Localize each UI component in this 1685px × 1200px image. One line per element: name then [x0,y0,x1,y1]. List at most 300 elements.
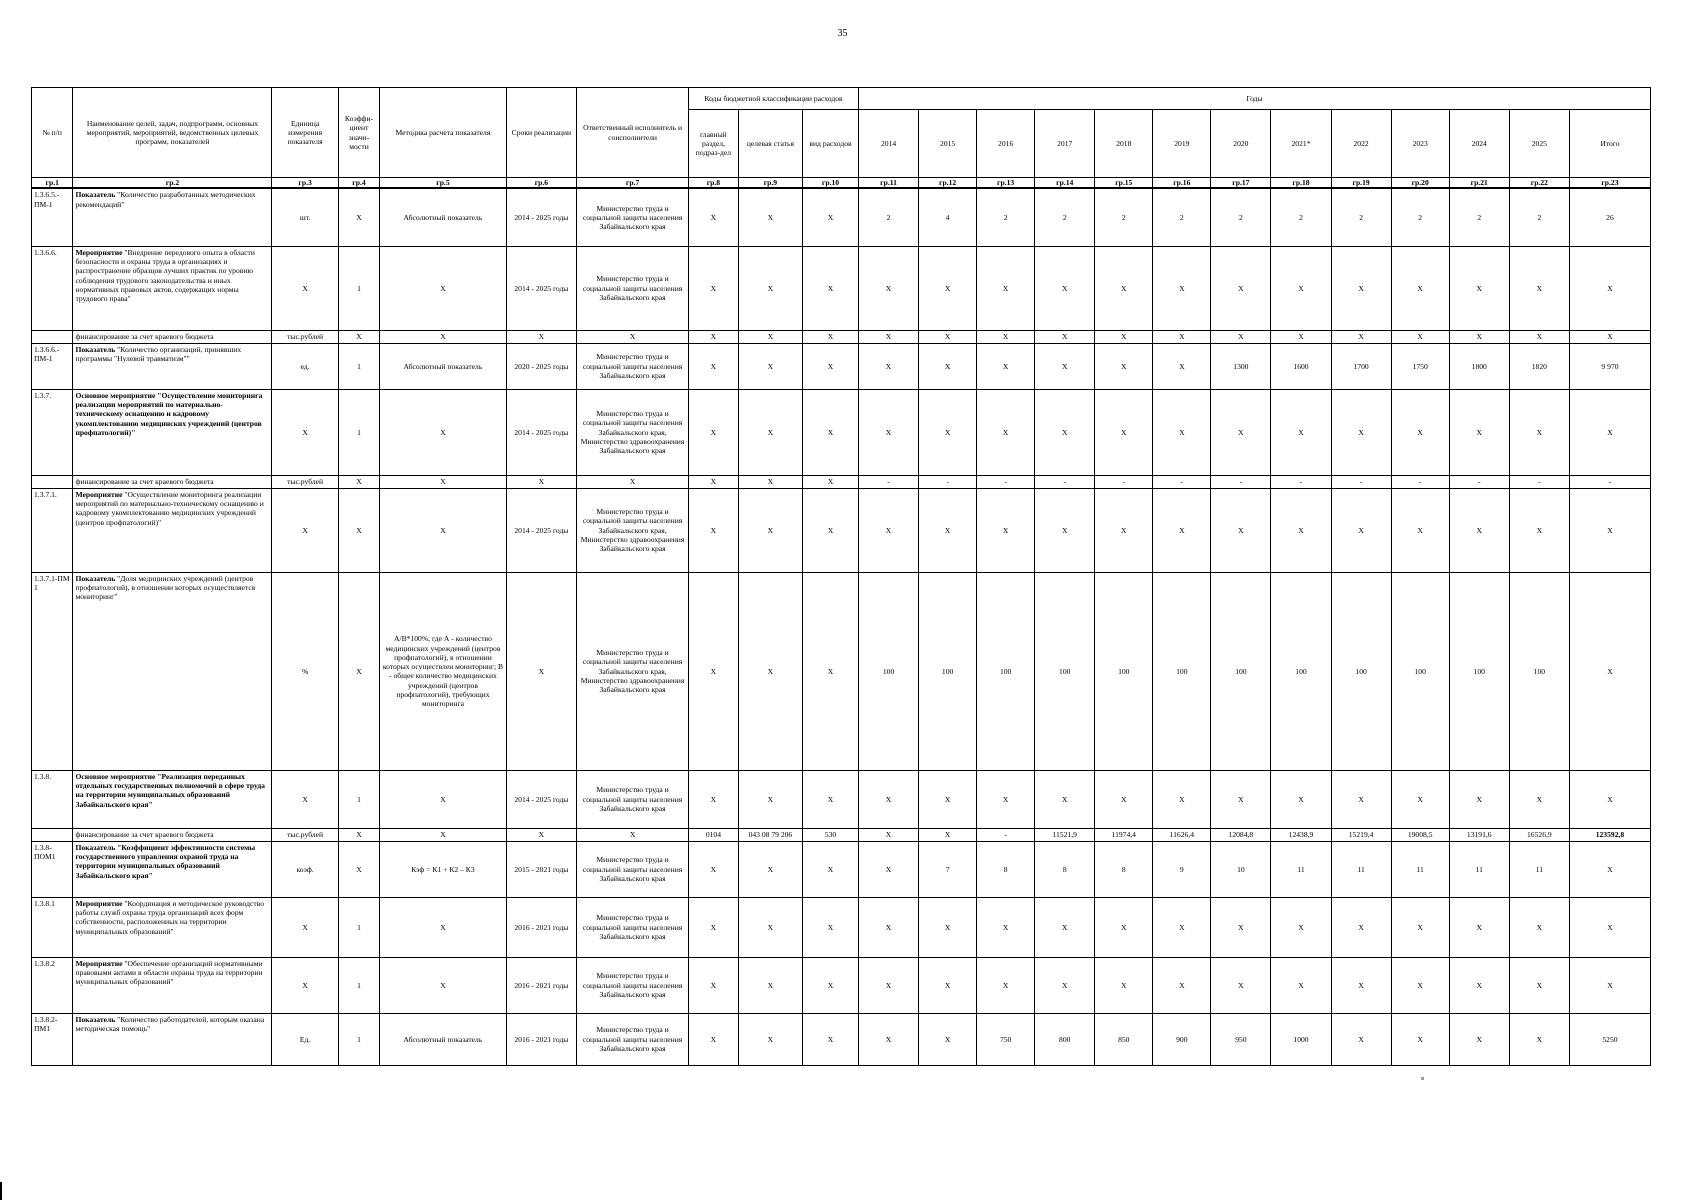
row-year-value: X [858,343,918,389]
header-budget-type: вид расходов [803,110,859,178]
column-number: гр.23 [1569,178,1650,189]
row-year-value: 11626,4 [1153,828,1211,841]
row-method: X [380,475,506,488]
header-year: 2014 [858,110,918,178]
row-name-text: финансирование за счет краевого бюджета [75,477,214,487]
row-name [73,389,272,475]
row-budget-code: X [689,488,739,572]
row-year-value: - [1095,475,1153,488]
row-budget-code: X [738,1013,802,1065]
column-number: гр.21 [1449,178,1509,189]
row-year-value: X [1211,389,1271,475]
row-unit: ед. [272,343,338,389]
row-year-value: X [1035,957,1095,1013]
row-year-value: X [1153,957,1211,1013]
column-number: гр.2 [73,178,272,189]
row-year-value: 800 [1035,1013,1095,1065]
row-year-value: X [977,897,1035,957]
row-budget-code: X [803,1013,859,1065]
row-year-value: 11 [1509,841,1569,897]
row-number: 1.3.7.1-ПМ 1 [32,572,73,770]
column-number: гр.19 [1331,178,1391,189]
row-method: X [380,957,506,1013]
row-year-value: X [1095,957,1153,1013]
row-total: - [1569,475,1650,488]
financing-row [32,475,1651,488]
row-unit: коэф. [272,841,338,897]
row-budget-code: X [738,488,802,572]
row-year-value: X [919,246,977,330]
row-method: X [380,770,506,828]
row-year-value: 4 [919,188,977,246]
row-year-value: X [1271,246,1331,330]
row-method: X [380,246,506,330]
row-year-value: X [1095,246,1153,330]
row-year-value: 1600 [1271,343,1331,389]
column-numbers-row [32,178,1651,189]
header-year: 2018 [1095,110,1153,178]
table-row [32,1013,1651,1065]
header-year: 2025 [1509,110,1569,178]
row-coef: X [338,572,379,770]
row-budget-code: X [738,389,802,475]
row-year-value: - [858,475,918,488]
header-num: № п/п [32,88,73,178]
table-row [32,572,1651,770]
row-year-value: 2 [1035,188,1095,246]
row-method: X [380,488,506,572]
row-year-value: X [1331,1013,1391,1065]
row-method: Кэф = К1 + К2 – К3 [380,841,506,897]
row-year-value: X [858,770,918,828]
row-year-value: X [1035,389,1095,475]
row-name-text: финансирование за счет краевого бюджета [75,332,214,342]
row-year-value: X [919,389,977,475]
row-year-value: X [1509,770,1569,828]
row-coef: 1 [338,897,379,957]
row-name [73,188,272,246]
row-budget-code: X [738,770,802,828]
row-unit: тыс.рублей [272,330,338,343]
row-year-value: X [1211,897,1271,957]
row-total: 26 [1569,188,1650,246]
row-year-value: X [1211,330,1271,343]
row-number: 1.3.6.6. [32,246,73,330]
row-year-value: X [1035,343,1095,389]
scan-edge-mark [0,1182,2,1200]
row-year-value: X [1391,330,1449,343]
row-budget-code: X [803,330,859,343]
table-row [32,389,1651,475]
row-year-value: X [1331,389,1391,475]
row-year-value: 11 [1331,841,1391,897]
row-year-value: X [1509,330,1569,343]
row-year-value: X [1271,488,1331,572]
row-year-value: - [1211,475,1271,488]
row-year-value: - [977,828,1035,841]
row-year-value: 2 [1153,188,1211,246]
row-total: 123592,8 [1569,828,1650,841]
row-name-text: "Осуществление мониторинга реализации мероприятий по материально-техническому оснащению и кадровому укомплектованию медицинских учреждений (центров профпатологий)" [75,489,264,527]
row-terms: X [506,475,576,488]
row-year-value: X [1153,897,1211,957]
row-budget-code: X [689,475,739,488]
row-budget-code: X [738,572,802,770]
row-budget-code: X [689,246,739,330]
row-year-value: X [977,330,1035,343]
row-year-value: X [1509,488,1569,572]
row-year-value: 2 [1095,188,1153,246]
row-year-value: 100 [1391,572,1449,770]
table-row [32,897,1651,957]
row-year-value: X [1271,770,1331,828]
column-number: гр.6 [506,178,576,189]
row-number: 1.3.6.5.-ПМ-1 [32,188,73,246]
header-budget-codes: Коды бюджетной классификации расходов [689,88,859,110]
row-method: X [380,330,506,343]
row-total: X [1569,572,1650,770]
row-number: 1.3.8.2 [32,957,73,1013]
column-number: гр.7 [577,178,689,189]
header-budget-section: главный раздел, подраз-дел [689,110,739,178]
header-responsible: Ответственный исполнитель и соисполнители [577,88,689,178]
header-year: 2016 [977,110,1035,178]
row-name-label: Показатель [75,344,116,354]
row-year-value: X [1035,330,1095,343]
table-row [32,841,1651,897]
row-name-text: "Количество разработанных методических рекомендаций" [75,190,256,209]
row-year-value: X [1331,246,1391,330]
row-budget-code: X [738,330,802,343]
row-name-text: финансирование за счет краевого бюджета [75,830,214,840]
row-year-value: 100 [977,572,1035,770]
row-name-text: "Реализация переданных отдельных государственных полномочий в сфере труда на территории муниципальных образований Забайкальского края" [75,771,265,809]
row-responsible: Министерство труда и социальной защиты населения Забайкальского края [577,841,689,897]
row-year-value: X [919,343,977,389]
row-name [73,1013,272,1065]
row-budget-code: X [689,188,739,246]
row-year-value: 8 [1095,841,1153,897]
row-year-value: X [1449,246,1509,330]
row-number: 1.3.6.6.-ПМ-1 [32,343,73,389]
row-terms: X [506,828,576,841]
row-responsible: Министерство труда и социальной защиты населения Забайкальского края, Министерство здравоохранения Забайкальского края [577,572,689,770]
row-year-value: X [977,246,1035,330]
row-budget-code: 043 08 79 206 [738,828,802,841]
row-year-value: X [1391,957,1449,1013]
row-number [32,475,73,488]
row-year-value: X [1509,246,1569,330]
row-total: X [1569,330,1650,343]
table-row [32,343,1651,389]
row-year-value: X [1449,1013,1509,1065]
row-name [73,897,272,957]
row-unit: X [272,488,338,572]
row-year-value: 100 [1095,572,1153,770]
row-year-value: 11 [1271,841,1331,897]
row-year-value: X [1449,330,1509,343]
row-number [32,330,73,343]
column-number: гр.4 [338,178,379,189]
column-number: гр.11 [858,178,918,189]
row-year-value: - [1391,475,1449,488]
row-terms: 2015 - 2021 годы [506,841,576,897]
row-year-value: X [1035,488,1095,572]
row-year-value: X [1095,343,1153,389]
row-budget-code: X [738,475,802,488]
row-year-value: 7 [919,841,977,897]
row-budget-code: X [803,475,859,488]
row-budget-code: X [738,957,802,1013]
row-responsible: Министерство труда и социальной защиты населения Забайкальского края [577,770,689,828]
row-coef: 1 [338,343,379,389]
row-year-value: X [977,770,1035,828]
table-row [32,770,1651,828]
row-year-value: X [919,957,977,1013]
row-terms: 2014 - 2025 годы [506,770,576,828]
header-year: 2021* [1271,110,1331,178]
row-terms: 2016 - 2021 годы [506,1013,576,1065]
row-year-value: 10 [1211,841,1271,897]
column-number: гр.1 [32,178,73,189]
row-total: X [1569,246,1650,330]
row-total: 5250 [1569,1013,1650,1065]
table-row [32,488,1651,572]
row-year-value: 1820 [1509,343,1569,389]
row-budget-code: X [689,841,739,897]
row-year-value: X [1153,488,1211,572]
row-year-value: - [1331,475,1391,488]
row-name [73,828,272,841]
row-year-value: X [1095,770,1153,828]
row-year-value: X [919,488,977,572]
header-years-group: Годы [858,88,1650,110]
row-year-value: X [1035,897,1095,957]
row-year-value: 100 [858,572,918,770]
row-coef: X [338,475,379,488]
row-responsible: Министерство труда и социальной защиты населения Забайкальского края [577,246,689,330]
row-name [73,330,272,343]
row-budget-code: X [803,343,859,389]
header-terms: Сроки реализации [506,88,576,178]
row-year-value: X [858,330,918,343]
row-year-value: X [1035,770,1095,828]
row-budget-code: 0104 [689,828,739,841]
row-year-value: - [1449,475,1509,488]
row-year-value: X [977,957,1035,1013]
row-budget-code: X [803,488,859,572]
row-unit: % [272,572,338,770]
row-year-value: X [858,488,918,572]
row-budget-code: X [803,957,859,1013]
row-year-value: X [1331,957,1391,1013]
row-year-value: X [919,897,977,957]
column-number: гр.10 [803,178,859,189]
row-year-value: X [858,246,918,330]
row-year-value: 2 [1391,188,1449,246]
header-year: 2017 [1035,110,1095,178]
table-header [32,88,1651,189]
row-year-value: 1000 [1271,1013,1331,1065]
row-coef: 1 [338,389,379,475]
row-budget-code: X [689,897,739,957]
column-number: гр.17 [1211,178,1271,189]
row-name-text: "Количество организаций, принявших программы "Нулевой травматизм"" [75,344,242,363]
row-budget-code: X [689,343,739,389]
row-year-value: X [1449,897,1509,957]
row-responsible: Министерство труда и социальной защиты населения Забайкальского края [577,343,689,389]
row-year-value: 8 [1035,841,1095,897]
row-name-label: Мероприятие [75,247,123,257]
row-unit: X [272,389,338,475]
row-responsible: Министерство труда и социальной защиты населения Забайкальского края, Министерство здравоохранения Забайкальского края [577,389,689,475]
row-budget-code: X [738,188,802,246]
row-year-value: X [858,957,918,1013]
scan-dot [1421,1077,1424,1080]
table-row [32,188,1651,246]
row-year-value: X [977,488,1035,572]
row-method: Абсолютный показатель [380,1013,506,1065]
program-table [31,87,1651,1066]
row-terms: 2014 - 2025 годы [506,188,576,246]
header-year: 2020 [1211,110,1271,178]
row-budget-code: 530 [803,828,859,841]
row-year-value: X [858,897,918,957]
row-coef: X [338,188,379,246]
column-number: гр.20 [1391,178,1449,189]
row-year-value: 2 [977,188,1035,246]
row-year-value: X [858,841,918,897]
row-method: А/В*100%, где А - количество медицинских учреждений (центров профпатологий), в отношении которых осуществлен мониторинг; В - общее количество медицинских учреждений (центров профпатологий), требующих мониторинга [380,572,506,770]
row-year-value: 1300 [1211,343,1271,389]
row-budget-code: X [738,841,802,897]
row-responsible: X [577,330,689,343]
row-responsible: Министерство труда и социальной защиты населения Забайкальского края [577,897,689,957]
row-year-value: 1800 [1449,343,1509,389]
row-coef: X [338,488,379,572]
row-year-value: 2 [858,188,918,246]
column-number: гр.3 [272,178,338,189]
row-year-value: 100 [1153,572,1211,770]
header-year: 2019 [1153,110,1211,178]
row-year-value: - [1035,475,1095,488]
row-terms: 2014 - 2025 годы [506,488,576,572]
row-terms: 2020 - 2025 годы [506,343,576,389]
column-number: гр.13 [977,178,1035,189]
row-coef: X [338,828,379,841]
row-year-value: 11521,9 [1035,828,1095,841]
row-year-value: X [1153,389,1211,475]
row-year-value: X [1391,488,1449,572]
row-year-value: 850 [1095,1013,1153,1065]
row-year-value: - [1271,475,1331,488]
row-year-value: 13191,6 [1449,828,1509,841]
row-year-value: X [919,828,977,841]
row-total: X [1569,488,1650,572]
row-year-value: X [1271,389,1331,475]
row-year-value: X [858,389,918,475]
row-budget-code: X [689,770,739,828]
table-row [32,246,1651,330]
row-terms: 2014 - 2025 годы [506,389,576,475]
row-year-value: - [1153,475,1211,488]
row-terms: 2016 - 2021 годы [506,897,576,957]
financing-row [32,330,1651,343]
row-budget-code: X [738,343,802,389]
row-name-label: Показатель [75,190,116,200]
row-year-value: X [1095,488,1153,572]
row-name-text: "Внедрение передового опыта в области безопасности и охраны труда в организациях и распространение образцов лучших практик по уровню соблюдения трудового законодательства и иных нормативных правовых актов, содержащих нормы трудового права" [75,247,255,303]
row-year-value: X [1391,897,1449,957]
row-year-value: 100 [1211,572,1271,770]
header-name: Наименование целей, задач, подпрограмм, основных мероприятий, мероприятий, ведомственных целевых программ, показателей [73,88,272,178]
row-year-value: X [1271,957,1331,1013]
row-method: X [380,389,506,475]
row-budget-code: X [803,188,859,246]
row-year-value: 100 [1271,572,1331,770]
row-method: X [380,897,506,957]
row-terms: X [506,330,576,343]
row-terms: 2014 - 2025 годы [506,246,576,330]
row-number: 1.3.8-ПОМ1 [32,841,73,897]
row-responsible: Министерство труда и социальной защиты населения Забайкальского края [577,1013,689,1065]
row-year-value: X [1331,330,1391,343]
header-unit: Единица измерения показателя [272,88,338,178]
row-year-value: X [1449,957,1509,1013]
row-year-value: X [1095,330,1153,343]
row-budget-code: X [803,897,859,957]
row-responsible: Министерство труда и социальной защиты населения Забайкальского края, Министерство здравоохранения Забайкальского края [577,488,689,572]
row-name [73,246,272,330]
row-name-label: Показатель [75,1014,116,1024]
column-number: гр.12 [919,178,977,189]
row-year-value: X [1391,1013,1449,1065]
row-year-value: 9 [1153,841,1211,897]
row-year-value: 12084,8 [1211,828,1271,841]
row-name-label: Показатель [75,573,116,583]
row-unit: X [272,770,338,828]
row-budget-code: X [738,246,802,330]
column-number: гр.16 [1153,178,1211,189]
row-year-value: X [1211,246,1271,330]
header-year: 2024 [1449,110,1509,178]
column-number: гр.22 [1509,178,1569,189]
row-name-text: "Осуществление мониторинга реализации мероприятий по материально-техническому оснащению и кадровому укомплектованию медицинских учреждений (центров профпатологий)" [75,390,263,437]
row-year-value: X [977,343,1035,389]
row-year-value: X [1153,343,1211,389]
row-year-value: 100 [1449,572,1509,770]
row-responsible: Министерство труда и социальной защиты населения Забайкальского края [577,957,689,1013]
table-body [32,188,1651,1065]
row-coef: 1 [338,770,379,828]
row-budget-code: X [803,770,859,828]
row-year-value: 1700 [1331,343,1391,389]
row-year-value: 950 [1211,1013,1271,1065]
row-responsible: X [577,828,689,841]
row-responsible: Министерство труда и социальной защиты населения Забайкальского края [577,188,689,246]
header-year: Итого [1569,110,1650,178]
row-year-value: 1750 [1391,343,1449,389]
row-name [73,957,272,1013]
row-year-value: X [1211,770,1271,828]
row-number: 1.3.8. [32,770,73,828]
row-year-value: - [919,475,977,488]
header-budget-article: целевая статья [738,110,802,178]
row-method: X [380,828,506,841]
row-name-text: "Коэффициент эффективности системы государственного управления охраной труда на территории муниципальных образований Забайкальского края" [75,842,256,880]
row-coef: 1 [338,1013,379,1065]
row-year-value: 900 [1153,1013,1211,1065]
